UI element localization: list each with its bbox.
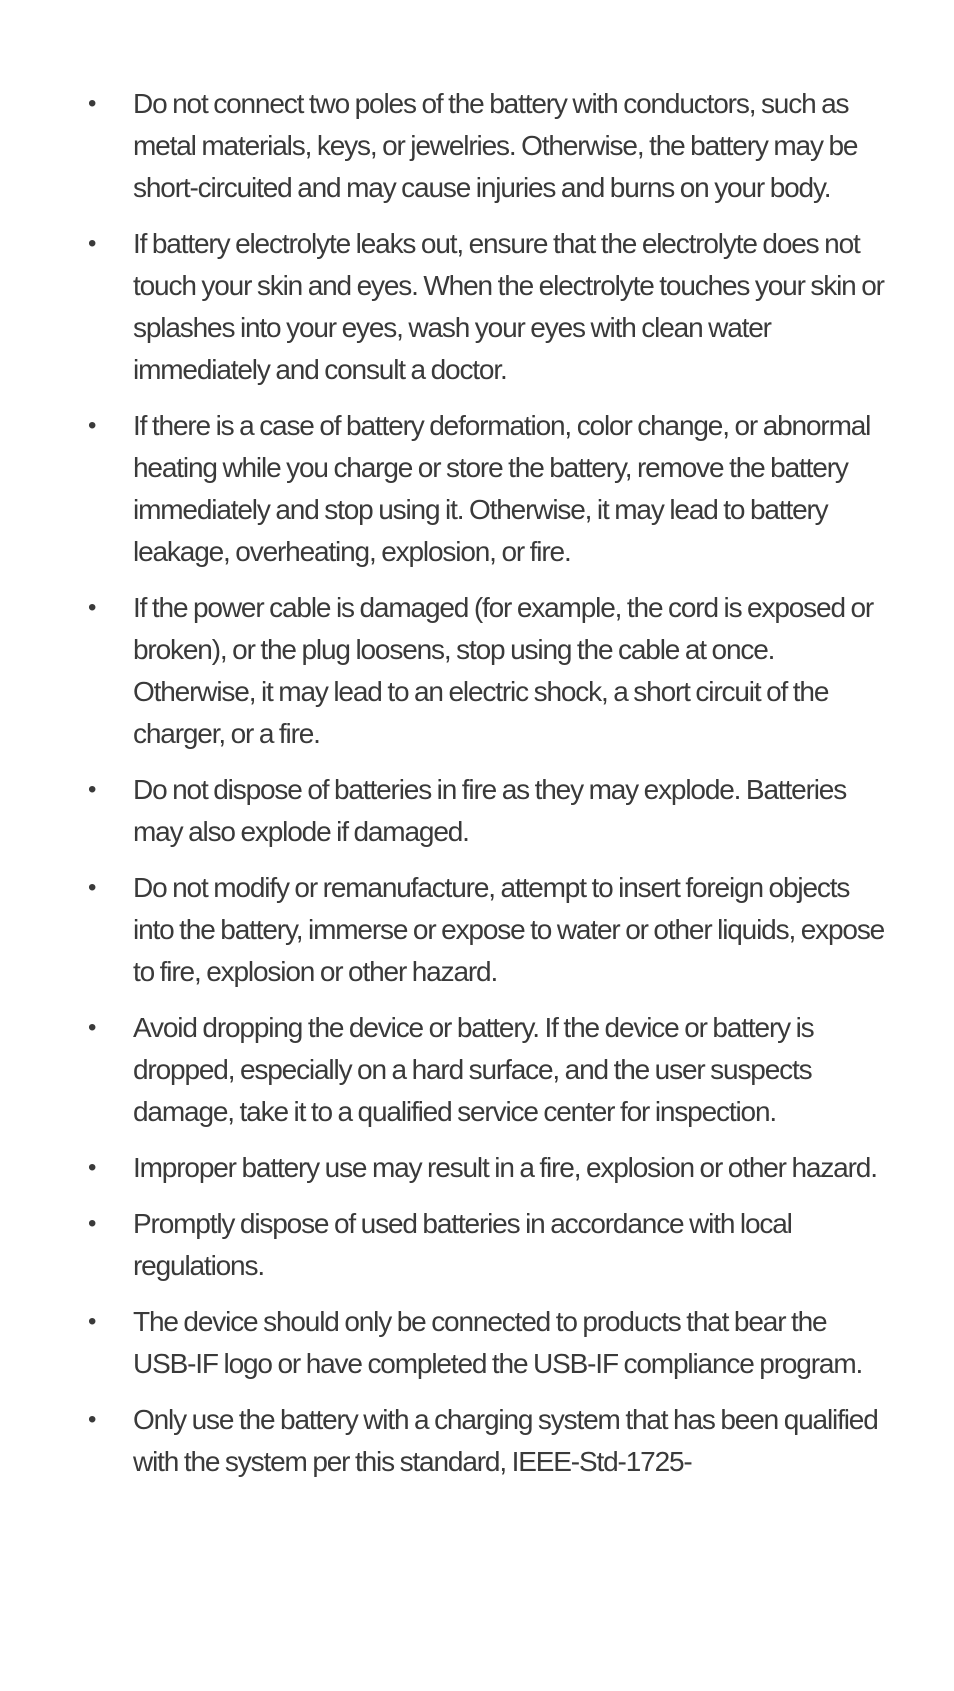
- bullet-icon: •: [88, 1014, 96, 1041]
- list-item: [88, 405, 888, 573]
- list-item: [88, 1203, 888, 1287]
- bullet-icon: •: [88, 1210, 96, 1237]
- list-item-text: If battery electrolyte leaks out, ensure that the electrolyte does not touch your skin and eyes. When the electrolyte touches your skin or splashes into your eyes, wash your eyes with clean water immediately and consult a doctor.: [133, 228, 884, 385]
- bullet-icon: •: [88, 1154, 96, 1181]
- bullet-icon: •: [88, 230, 96, 257]
- list-item: [88, 769, 888, 853]
- list-item: [88, 1301, 888, 1385]
- list-item-text: Promptly dispose of used batteries in accordance with local regulations.: [133, 1208, 792, 1281]
- list-item: [88, 1147, 888, 1189]
- bullet-icon: •: [88, 594, 96, 621]
- list-item-text: Do not dispose of batteries in fire as they may explode. Batteries may also explode if damaged.: [133, 774, 847, 847]
- list-item-text: The device should only be connected to products that bear the USB-IF logo or have completed the USB-IF compliance program.: [133, 1306, 863, 1379]
- list-item-text: Do not modify or remanufacture, attempt to insert foreign objects into the battery, immerse or expose to water or other liquids, expose to fire, explosion or other hazard.: [133, 872, 885, 987]
- bullet-icon: •: [88, 90, 96, 117]
- list-item-text: If there is a case of battery deformation, color change, or abnormal heating while you charge or store the battery, remove the battery immediately and stop using it. Otherwise, it may lead to battery leakage, overheating, explosion, or fire.: [133, 410, 871, 567]
- list-item: [88, 867, 888, 993]
- bullet-icon: •: [88, 874, 96, 901]
- list-item: [88, 223, 888, 391]
- bullet-icon: •: [88, 1406, 96, 1433]
- list-item-text: Only use the battery with a charging system that has been qualified with the system per this standard, IEEE-Std-1725-: [133, 1404, 878, 1477]
- list-item: [88, 1399, 888, 1483]
- list-item: [88, 587, 888, 755]
- list-item-text: Avoid dropping the device or battery. If the device or battery is dropped, especially on a hard surface, and the user suspects damage, take it to a qualified service center for inspection.: [133, 1012, 814, 1127]
- list-item-text: If the power cable is damaged (for example, the cord is exposed or broken), or the plug loosens, stop using the cable at once. Otherwise, it may lead to an electric shock, a short circuit of the charger, or a fire.: [133, 592, 874, 749]
- bullet-icon: •: [88, 776, 96, 803]
- bullet-icon: •: [88, 1308, 96, 1335]
- list-item-text: Improper battery use may result in a fire, explosion or other hazard.: [133, 1152, 877, 1183]
- list-item: [88, 83, 888, 209]
- bullet-icon: •: [88, 412, 96, 439]
- list-item: [88, 1007, 888, 1133]
- battery-safety-list: [88, 83, 888, 1497]
- list-item-text: Do not connect two poles of the battery with conductors, such as metal materials, keys, or jewelries. Otherwise, the battery may be short-circuited and may cause injuries and burns on your body.: [133, 88, 858, 203]
